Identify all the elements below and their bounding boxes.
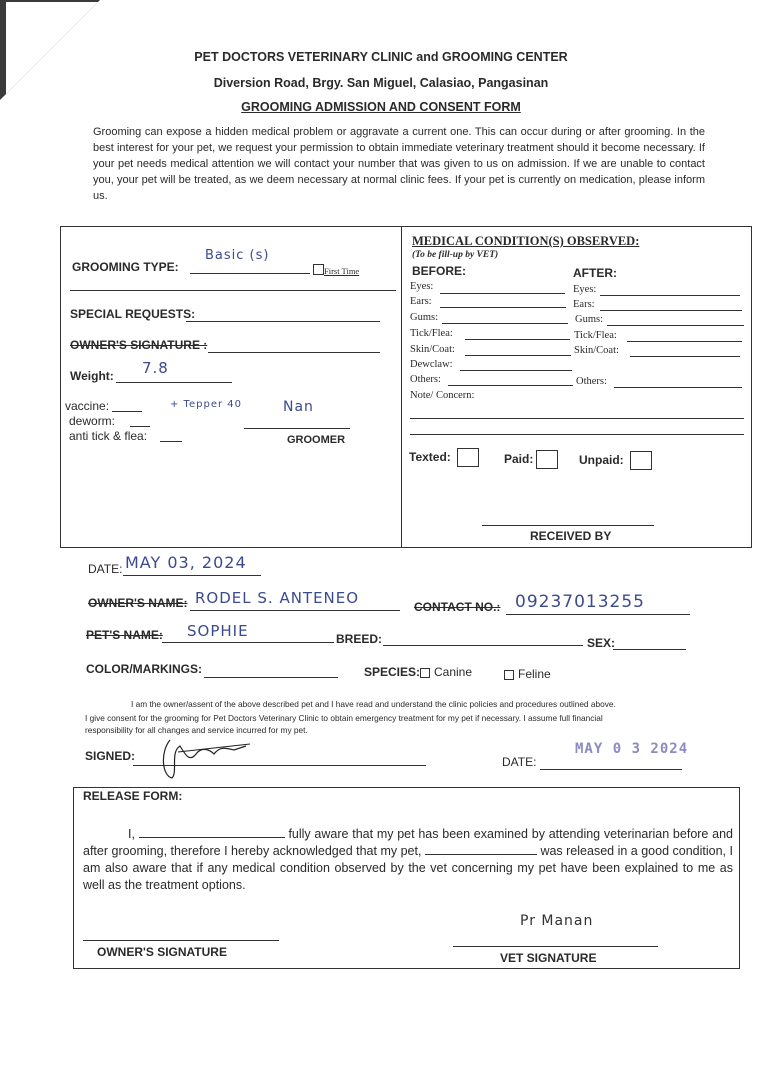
consent-date-label: DATE:	[502, 755, 537, 769]
contact-value: 09237013255	[515, 592, 645, 612]
consent-line-3: responsibility for all changes and service incurred for my pet.	[85, 725, 308, 735]
first-time-label: First Time	[324, 266, 360, 276]
unpaid-label: Unpaid:	[579, 453, 624, 467]
clinic-address: Diversion Road, Brgy. San Miguel, Calasiao, Pangasinan	[213, 76, 549, 90]
vaccine-label: vaccine:	[65, 399, 110, 413]
date-field[interactable]	[123, 575, 261, 576]
feline-checkbox[interactable]	[504, 670, 514, 680]
release-text-1: I,	[128, 827, 135, 841]
groomer-label: GROOMER	[287, 434, 346, 446]
owner-name-label: OWNER'S NAME:	[88, 596, 188, 610]
before-dewclaw: Dewclaw:	[410, 359, 453, 370]
species-canine[interactable]	[420, 665, 472, 679]
after-tick: Tick/Flea:	[574, 330, 617, 341]
owner-signature-scribble	[150, 732, 260, 782]
first-time-checkbox[interactable]	[313, 264, 324, 275]
pet-name-label: PET'S NAME:	[86, 628, 163, 642]
feline-label: Feline	[518, 667, 551, 681]
after-others-field[interactable]	[614, 387, 742, 388]
section-divider	[401, 227, 402, 547]
intro-text: Grooming can expose a hidden medical problem or aggravate a current one. This can occur during or after grooming. In the best interest for your pet, we request your permission to obtain immediate veterinary treatment should it become necessary. If your pet needs medical attention we will contact your number that was given to us on admission. If we are unable to contact you, your pet will be treated, as we deem necessary at normal clinic fees. If your pet is currently on medication, please inform us.	[93, 126, 705, 202]
breed-field[interactable]	[383, 645, 583, 646]
before-tick-field[interactable]	[465, 339, 570, 340]
form-title: GROOMING ADMISSION AND CONSENT FORM	[241, 100, 521, 114]
after-ears: Ears:	[573, 299, 595, 310]
owner-signature-field[interactable]	[208, 352, 380, 353]
breed-label: BREED:	[336, 632, 383, 646]
note-line-2[interactable]	[410, 434, 744, 435]
deworm-label: deworm:	[69, 414, 116, 428]
unpaid-checkbox[interactable]	[630, 451, 652, 470]
signed-label: SIGNED:	[85, 749, 136, 763]
consent-line-2: I give consent for the grooming for Pet Doctors Veterinary Clinic to obtain emergency treatment for my pet if necessary. I assume full financial	[85, 713, 603, 723]
after-label: AFTER:	[573, 266, 617, 280]
anti-tick-field[interactable]	[160, 441, 182, 442]
after-skin: Skin/Coat:	[574, 345, 619, 356]
color-label: COLOR/MARKINGS:	[86, 662, 202, 676]
sex-label: SEX:	[587, 636, 616, 650]
sex-field[interactable]	[613, 649, 686, 650]
release-name-field[interactable]	[139, 826, 285, 838]
after-gums: Gums:	[575, 314, 604, 325]
before-skin: Skin/Coat:	[410, 344, 455, 355]
anti-tick-label: anti tick & flea:	[69, 429, 148, 443]
clinic-name: PET DOCTORS VETERINARY CLINIC and GROOMING CENTER	[194, 50, 568, 64]
texted-label: Texted:	[409, 450, 451, 464]
release-vet-sig-label: VET SIGNATURE	[500, 951, 597, 965]
groomer-value: Nan	[283, 399, 314, 415]
extra-note: + Tepper 40	[170, 399, 242, 410]
received-by-label: RECEIVED BY	[530, 529, 612, 543]
medical-subtitle: (To be fill-up by VET)	[412, 250, 499, 260]
before-ears-field[interactable]	[440, 307, 566, 308]
release-vet-sig-field[interactable]	[453, 946, 658, 947]
grooming-type-value: Basic (s)	[205, 248, 270, 263]
pet-name-value: SOPHIE	[187, 622, 249, 640]
species-feline[interactable]	[504, 667, 551, 681]
contact-field[interactable]	[506, 614, 690, 615]
before-dewclaw-field[interactable]	[460, 370, 572, 371]
note-concern: Note/ Concern:	[410, 390, 475, 401]
consent-line-1: I am the owner/assent of the above described pet and I have read and understand the clinic policies and procedures outlined above.	[131, 699, 616, 709]
before-skin-field[interactable]	[465, 355, 571, 356]
paid-checkbox[interactable]	[536, 450, 558, 469]
before-eyes: Eyes:	[410, 281, 434, 292]
before-others-field[interactable]	[448, 385, 573, 386]
special-requests-label: SPECIAL REQUESTS:	[70, 307, 196, 321]
vaccine-field[interactable]	[112, 411, 142, 412]
before-gums: Gums:	[410, 312, 439, 323]
release-title: RELEASE FORM:	[83, 789, 183, 803]
after-ears-field[interactable]	[600, 310, 742, 311]
date-label: DATE:	[88, 562, 123, 576]
before-label: BEFORE:	[412, 264, 466, 278]
after-eyes: Eyes:	[573, 284, 597, 295]
paid-label: Paid:	[504, 452, 534, 466]
after-skin-field[interactable]	[630, 356, 740, 357]
note-line-1[interactable]	[410, 418, 744, 419]
release-owner-sig-field[interactable]	[83, 940, 279, 941]
medical-title: MEDICAL CONDITION(S) OBSERVED:	[412, 234, 640, 248]
grooming-type-line-2[interactable]	[70, 290, 396, 291]
after-tick-field[interactable]	[627, 341, 742, 342]
date-value: MAY 03, 2024	[125, 553, 247, 572]
owner-signature-label: OWNER'S SIGNATURE :	[70, 338, 208, 352]
pet-name-field[interactable]	[162, 642, 334, 643]
release-owner-sig-label: OWNER'S SIGNATURE	[97, 945, 227, 959]
special-requests-field[interactable]	[186, 321, 380, 322]
contact-label: CONTACT NO.:	[414, 600, 501, 614]
before-tick: Tick/Flea:	[410, 328, 453, 339]
weight-field[interactable]	[116, 382, 232, 383]
deworm-field[interactable]	[130, 426, 150, 427]
weight-value: 7.8	[142, 359, 169, 377]
owner-name-value: RODEL S. ANTENEO	[195, 589, 360, 607]
after-gums-field[interactable]	[607, 325, 744, 326]
release-pet-field[interactable]	[425, 843, 537, 855]
before-eyes-field[interactable]	[440, 293, 565, 294]
texted-checkbox[interactable]	[457, 448, 479, 467]
before-ears: Ears:	[410, 296, 432, 307]
received-by-field[interactable]	[482, 525, 654, 526]
groomer-field[interactable]	[244, 428, 350, 429]
release-text	[83, 826, 733, 894]
canine-checkbox[interactable]	[420, 668, 430, 678]
vet-signature-value: Pr Manan	[520, 913, 594, 929]
color-field[interactable]	[204, 677, 338, 678]
after-eyes-field[interactable]	[600, 295, 740, 296]
release-text-2: fully aware that my pet has been examined by attending veterinarian before and after grooming, therefore I hereby acknowledged that my pet,	[83, 827, 733, 858]
owner-name-field[interactable]	[190, 610, 400, 611]
grooming-type-field[interactable]	[190, 273, 310, 274]
canine-label: Canine	[434, 665, 473, 679]
grooming-type-label: GROOMING TYPE:	[72, 260, 179, 274]
consent-date-field[interactable]	[540, 769, 682, 770]
before-others: Others:	[410, 374, 441, 385]
date-stamp: MAY 0 3 2024	[575, 741, 689, 757]
release-text-3: was released in a good condition, I am also aware that if any medical condition observed by the vet concerning my pet have been explained to me as well as the treatment options.	[83, 844, 733, 892]
weight-label: Weight:	[70, 369, 114, 383]
before-gums-field[interactable]	[442, 323, 568, 324]
species-label: SPECIES:	[364, 665, 421, 679]
after-others: Others:	[576, 376, 607, 387]
